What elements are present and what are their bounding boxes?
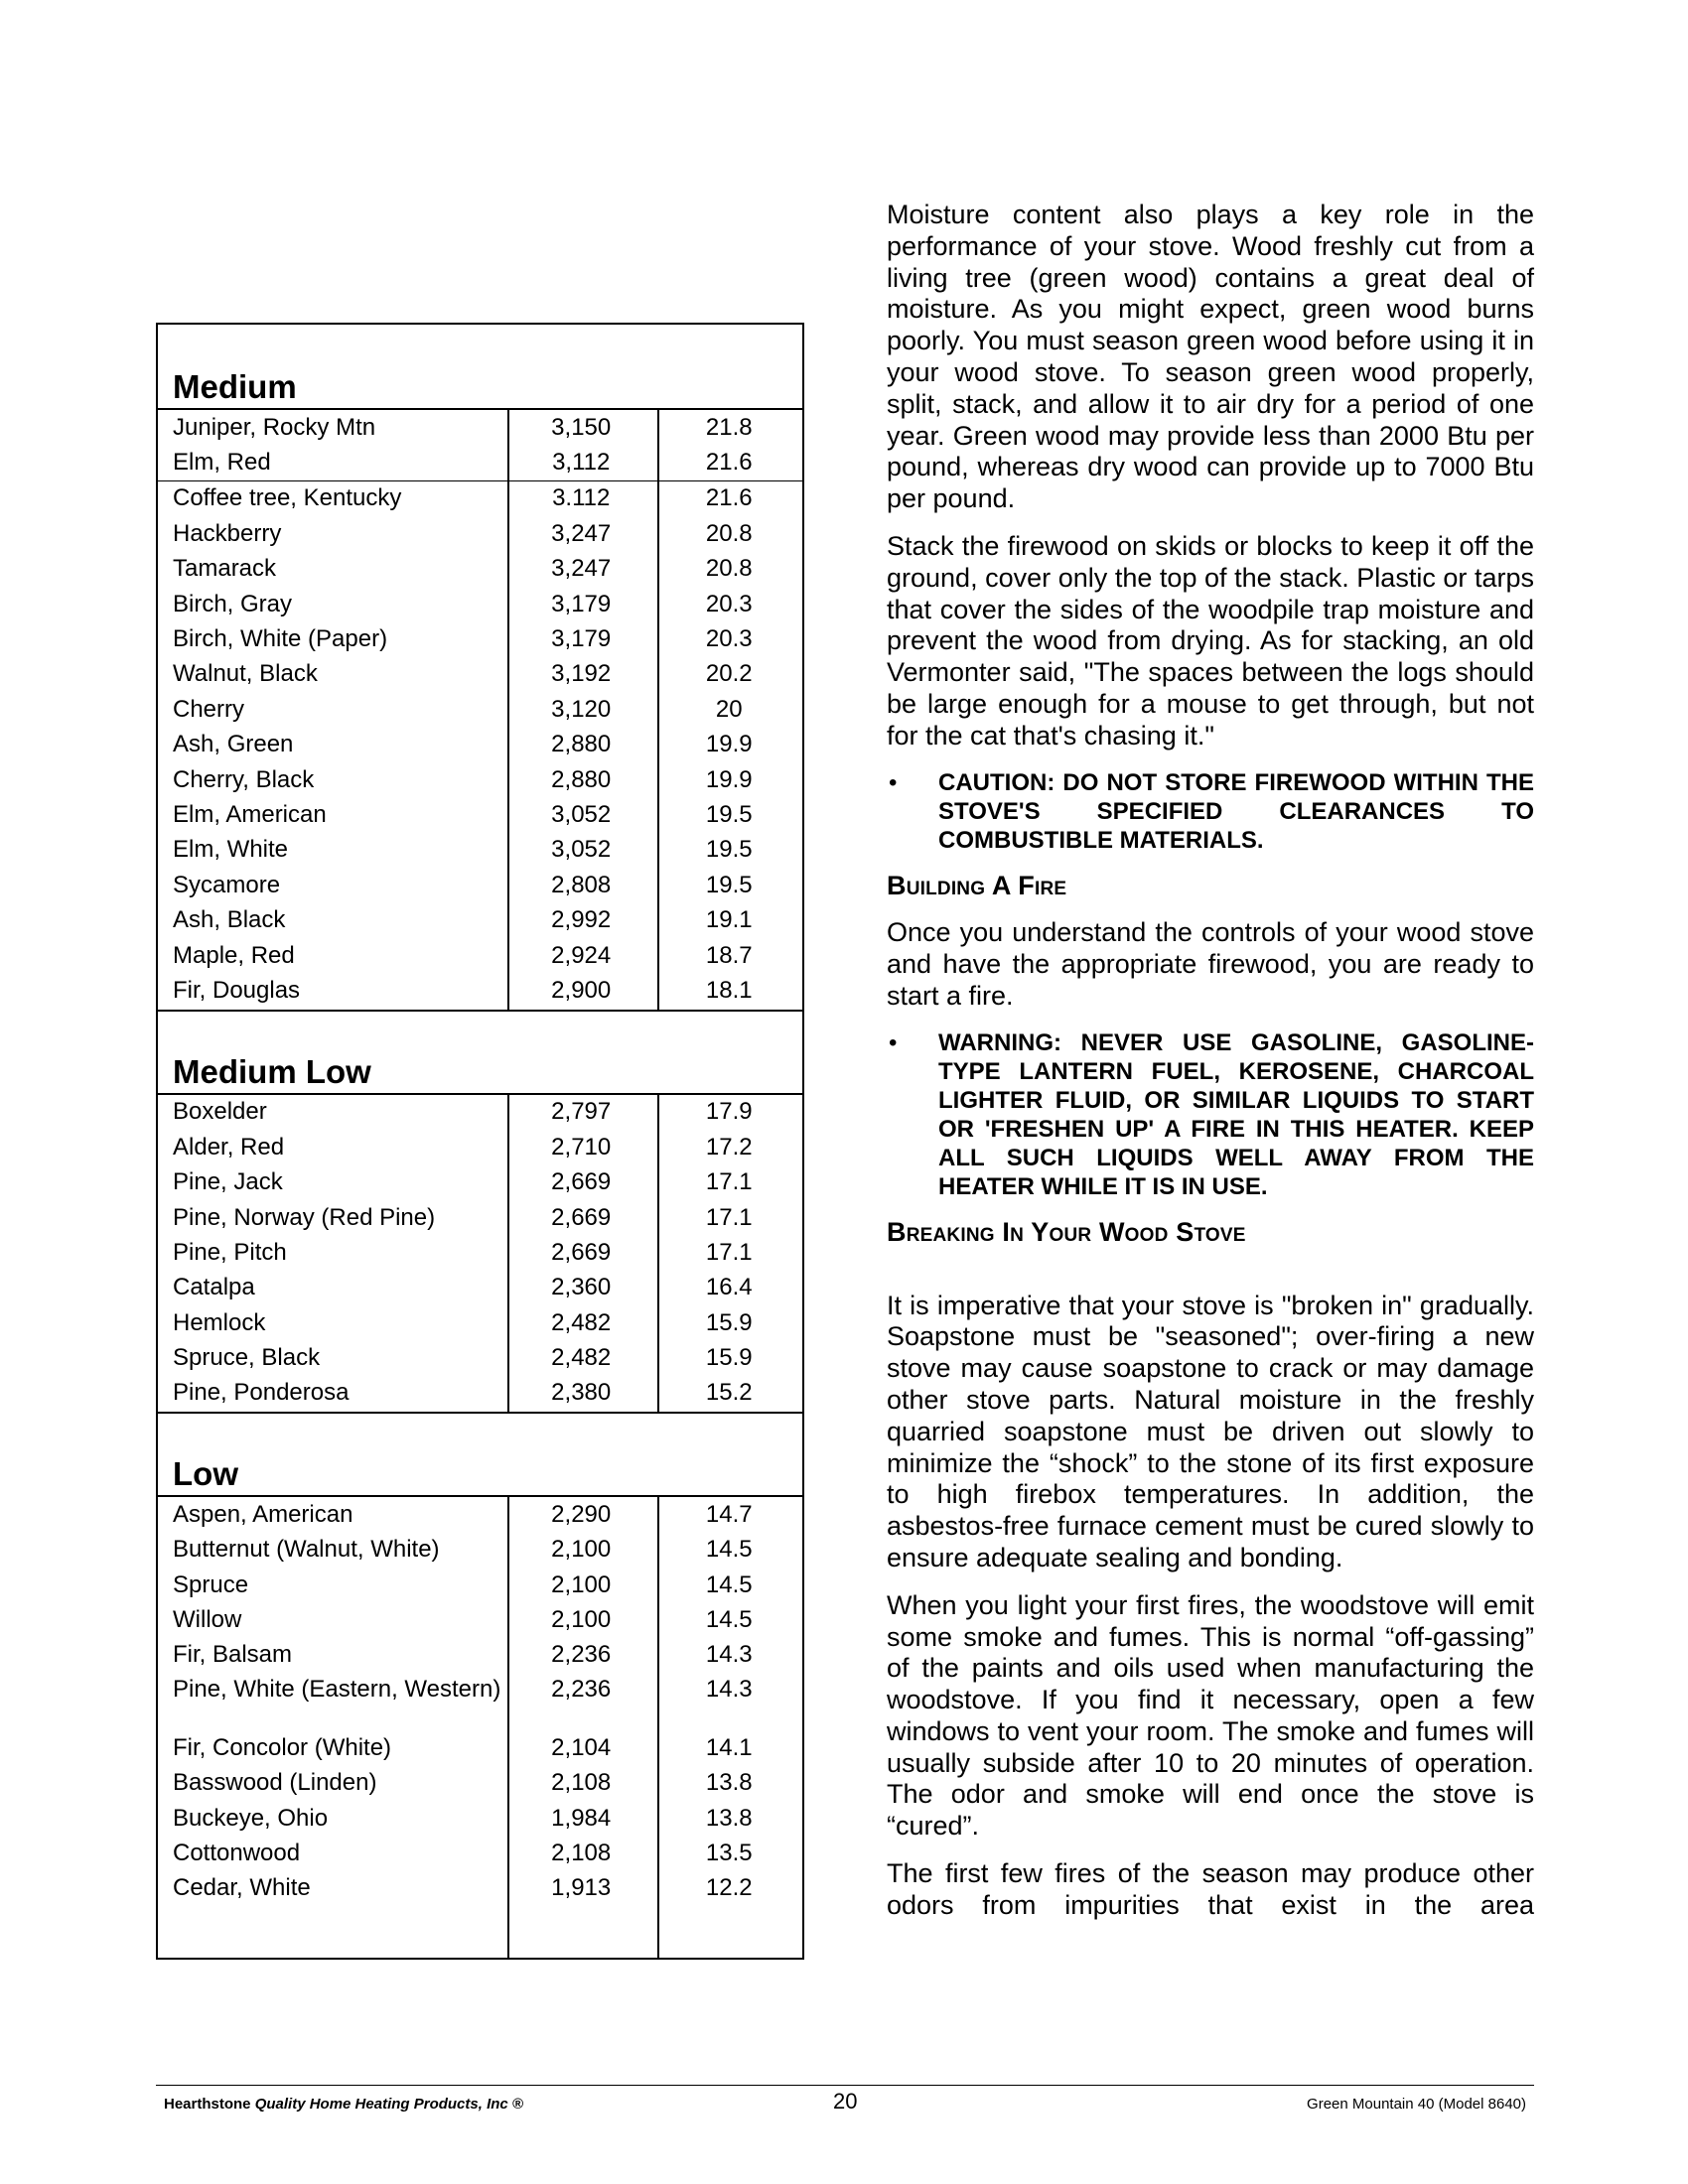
table-row — [158, 1730, 802, 1765]
table-row — [158, 1271, 802, 1305]
wood-species: Cedar, White — [173, 1874, 311, 1902]
group-header-medium — [158, 325, 802, 410]
heat-value: 14.5 — [705, 1536, 753, 1564]
heat-value: 14.5 — [705, 1570, 753, 1598]
company-tagline: Quality Home Heating Products, Inc ® — [254, 2096, 523, 2113]
group-body-medium-low — [158, 1095, 802, 1413]
btu-value: 3,052 — [551, 836, 612, 864]
table-row — [158, 1673, 802, 1730]
wood-species: Sycamore — [173, 871, 281, 898]
paragraph-first-fires: When you light your first fires, the woodstove will emit some smoke and fumes. This is normal “off-gassing” of the paints and oils used when manufacturing the woodstove. If you find it necessary, open a few windows to vent your room. The smoke and fumes will usually subside after 10 to 20 minutes of operation. The odor and smoke will end once the stove is “cured”. — [887, 1589, 1534, 1842]
heat-value: 17.2 — [705, 1133, 753, 1160]
wood-species: Fir, Balsam — [173, 1641, 293, 1669]
company-name: Hearthstone — [164, 2096, 251, 2113]
btu-value: 2,360 — [551, 1274, 612, 1301]
table-row — [158, 938, 802, 973]
wood-species: Hemlock — [173, 1308, 266, 1336]
table-row — [158, 1638, 802, 1673]
wood-species: Pine, Norway (Red Pine) — [173, 1203, 436, 1231]
wood-species: Fir, Douglas — [173, 976, 301, 1004]
btu-value: 3,112 — [552, 449, 611, 477]
table-row — [158, 1871, 802, 1906]
heat-value: 19.1 — [705, 906, 753, 934]
btu-value: 1,984 — [551, 1804, 612, 1832]
btu-value: 2,900 — [551, 976, 612, 1004]
heat-value: 17.1 — [705, 1238, 753, 1266]
heat-value: 20.8 — [705, 519, 753, 547]
heat-value: 13.8 — [705, 1804, 753, 1832]
heat-value: 12.2 — [705, 1874, 753, 1902]
btu-value: 2,100 — [551, 1536, 612, 1564]
paragraph-odors: The first few fires of the season may produce other odors from impurities that exist in the area — [887, 1858, 1534, 1920]
heat-value: 15.2 — [705, 1379, 753, 1407]
btu-value: 2,669 — [551, 1238, 612, 1266]
wood-fuel-table — [156, 323, 804, 1960]
table-row — [158, 797, 802, 832]
table-row — [158, 516, 802, 551]
btu-value: 2,380 — [551, 1379, 612, 1407]
wood-species: Coffee tree, Kentucky — [173, 484, 402, 512]
btu-value: 2,482 — [551, 1308, 612, 1336]
heat-value: 14.3 — [705, 1641, 753, 1669]
btu-value: 2,290 — [551, 1500, 612, 1528]
heat-value: 14.3 — [705, 1676, 753, 1704]
page-footer — [156, 2085, 1534, 2117]
wood-species: Juniper, Rocky Mtn — [173, 413, 376, 441]
btu-value: 2,100 — [551, 1570, 612, 1598]
table-row — [158, 1095, 802, 1130]
warning-text: WARNING: NEVER USE GASOLINE, GASOLINE-TYPE LANTERN FUEL, KEROSENE, CHARCOAL LIGHTER FLUID, OR SIMILAR LIQUIDS TO START OR 'FRESHEN UP' A FIRE IN THIS HEATER. KEEP ALL SUCH LIQUIDS WELL AWAY FROM THE HEATER WHILE IT IS IN USE. — [938, 1028, 1534, 1200]
btu-value: 2,808 — [551, 871, 612, 898]
btu-value: 2,669 — [551, 1203, 612, 1231]
wood-species: Pine, Jack — [173, 1168, 283, 1196]
paragraph-stacking: Stack the firewood on skids or blocks to keep it off the ground, cover only the top of the stack. Plastic or tarps that cover the sides of the woodpile trap moisture and prevent the wood from drying. As for stacking, an old Vermonter said, "The spaces between the logs should be large enough for a mouse to get through, but not for the cat that's chasing it." — [887, 530, 1534, 751]
heat-value: 20.3 — [705, 625, 753, 653]
wood-species: Ash, Green — [173, 731, 294, 758]
heat-value: 17.1 — [705, 1168, 753, 1196]
wood-species: Catalpa — [173, 1274, 255, 1301]
heat-value: 14.7 — [705, 1500, 753, 1528]
section-heading-breaking-in: Breaking In Your Wood Stove — [887, 1216, 1246, 1247]
table-row — [158, 1235, 802, 1270]
page-number: 20 — [833, 2089, 858, 2114]
heat-value: 17.1 — [705, 1203, 753, 1231]
group-body-medium — [158, 410, 802, 1010]
heat-value: 19.9 — [705, 731, 753, 758]
heat-value: 19.5 — [705, 800, 753, 828]
table-row — [158, 728, 802, 762]
heat-value: 13.8 — [705, 1769, 753, 1797]
group-header-low — [158, 1412, 802, 1497]
btu-value: 2,880 — [551, 731, 612, 758]
table-row — [158, 1533, 802, 1568]
bullet-icon: • — [889, 1028, 898, 1056]
heat-value: 14.1 — [705, 1733, 753, 1761]
heat-value: 15.9 — [705, 1344, 753, 1372]
wood-species: Spruce — [173, 1570, 249, 1598]
wood-species: Ash, Black — [173, 906, 286, 934]
table-row — [158, 410, 802, 445]
table-row — [158, 868, 802, 902]
wood-species: Aspen, American — [173, 1500, 353, 1528]
table-row — [158, 1200, 802, 1235]
heat-value: 21.6 — [705, 449, 753, 477]
group-header-medium-low — [158, 1010, 802, 1095]
table-row — [158, 587, 802, 621]
table-row — [158, 552, 802, 587]
caution-text: CAUTION: DO NOT STORE FIREWOOD WITHIN THE STOVE'S SPECIFIED CLEARANCES TO COMBUSTIBLE MATERIALS. — [938, 768, 1534, 854]
table-row — [158, 1766, 802, 1801]
btu-value: 3,052 — [551, 800, 612, 828]
btu-value: 3.112 — [552, 484, 611, 512]
table-row — [158, 1376, 802, 1411]
wood-species: Tamarack — [173, 555, 277, 583]
btu-value: 3,150 — [551, 413, 612, 441]
wood-species: Birch, White (Paper) — [173, 625, 388, 653]
bullet-icon: • — [889, 768, 898, 796]
table-row — [158, 833, 802, 868]
table-row — [158, 1130, 802, 1164]
btu-value: 3,179 — [551, 590, 612, 617]
btu-value: 2,482 — [551, 1344, 612, 1372]
btu-value: 1,913 — [551, 1874, 612, 1902]
heat-value: 21.6 — [705, 484, 753, 512]
heat-value: 18.1 — [705, 976, 753, 1004]
heat-value: 19.5 — [705, 836, 753, 864]
btu-value: 3,179 — [551, 625, 612, 653]
wood-species: Pine, Ponderosa — [173, 1379, 350, 1407]
heat-value: 20.8 — [705, 555, 753, 583]
btu-value: 2,797 — [551, 1098, 612, 1126]
wood-species: Butternut (Walnut, White) — [173, 1536, 440, 1564]
body-text-column — [887, 200, 1534, 1938]
wood-species: Elm, White — [173, 836, 289, 864]
wood-species: Cottonwood — [173, 1839, 301, 1866]
btu-value: 2,108 — [551, 1769, 612, 1797]
btu-value: 2,104 — [551, 1733, 612, 1761]
btu-value: 3,247 — [551, 555, 612, 583]
heat-value: 16.4 — [705, 1274, 753, 1301]
wood-species: Pine, Pitch — [173, 1238, 287, 1266]
group-body-low — [158, 1497, 802, 1958]
wood-species: Fir, Concolor (White) — [173, 1733, 392, 1761]
btu-value: 2,100 — [551, 1606, 612, 1634]
table-row — [158, 621, 802, 656]
wood-species: Pine, White (Eastern, Western) — [173, 1676, 501, 1704]
btu-value: 2,236 — [551, 1641, 612, 1669]
heat-value: 15.9 — [705, 1308, 753, 1336]
wood-species: Elm, Red — [173, 449, 271, 477]
warning-note — [887, 1028, 1534, 1201]
wood-species: Elm, American — [173, 800, 327, 828]
table-row — [158, 1340, 802, 1375]
heat-value: 17.9 — [705, 1098, 753, 1126]
wood-species: Walnut, Black — [173, 660, 318, 688]
caution-note — [887, 768, 1534, 855]
table-row — [158, 480, 802, 516]
wood-species: Buckeye, Ohio — [173, 1804, 329, 1832]
heat-value: 21.8 — [705, 413, 753, 441]
wood-species: Maple, Red — [173, 941, 295, 969]
paragraph-broken-in: It is imperative that your stove is "broken in" gradually. Soapstone must be "seasoned"; over-firing a new stove may cause soapstone to crack or may damage other stove parts. Natural moisture in the freshly quarried soapstone must be driven out slowly to minimize the “shock” to the stone of its first exposure to high firebox temperatures. In addition, the asbestos-free furnace cement must be cured slowly to ensure adequate sealing and bonding. — [887, 1290, 1534, 1572]
section-heading-building-fire: Building A Fire — [887, 870, 1067, 900]
heat-value: 19.5 — [705, 871, 753, 898]
heat-value: 20.3 — [705, 590, 753, 617]
group-title: Medium — [173, 368, 297, 405]
btu-value: 2,236 — [551, 1676, 612, 1704]
btu-value: 2,108 — [551, 1839, 612, 1866]
wood-species: Basswood (Linden) — [173, 1769, 377, 1797]
wood-species: Boxelder — [173, 1098, 267, 1126]
table-row — [158, 1602, 802, 1637]
heat-value: 19.9 — [705, 765, 753, 793]
heat-value: 18.7 — [705, 941, 753, 969]
wood-species: Spruce, Black — [173, 1344, 321, 1372]
heat-value: 13.5 — [705, 1839, 753, 1866]
btu-value: 3,120 — [551, 695, 612, 723]
wood-species: Cherry, Black — [173, 765, 315, 793]
wood-species: Cherry — [173, 695, 245, 723]
table-row — [158, 692, 802, 727]
table-row — [158, 445, 802, 479]
group-title: Low — [173, 1455, 238, 1493]
heat-value: 14.5 — [705, 1606, 753, 1634]
paragraph-start-fire: Once you understand the controls of your wood stove and have the appropriate firewood, you are ready to start a fire. — [887, 917, 1534, 1011]
table-row — [158, 762, 802, 797]
btu-value: 2,710 — [551, 1133, 612, 1160]
btu-value: 2,924 — [551, 941, 612, 969]
table-row — [158, 1801, 802, 1836]
table-row — [158, 1164, 802, 1199]
table-row — [158, 1836, 802, 1870]
footer-model: Green Mountain 40 (Model 8640) — [1307, 2096, 1526, 2113]
wood-species: Birch, Gray — [173, 590, 293, 617]
table-row — [158, 902, 802, 937]
table-row — [158, 1568, 802, 1602]
btu-value: 2,880 — [551, 765, 612, 793]
table-row — [158, 657, 802, 692]
group-title: Medium Low — [173, 1052, 371, 1090]
wood-species: Hackberry — [173, 519, 282, 547]
btu-value: 2,992 — [551, 906, 612, 934]
paragraph-moisture: Moisture content also plays a key role in the performance of your stove. Wood freshly cut from a living tree (green wood) contains a great deal of moisture. As you might expect, green wood burns poorly. You must season green wood before using it in your wood stove. To season green wood properly, split, stack, and allow it to air dry for a period of one year. Green wood may provide less than 2000 Btu per pound, whereas dry wood can provide up to 7000 Btu per pound. — [887, 200, 1534, 514]
table-row — [158, 1497, 802, 1532]
wood-species: Alder, Red — [173, 1133, 285, 1160]
btu-value: 3,247 — [551, 519, 612, 547]
btu-value: 2,669 — [551, 1168, 612, 1196]
wood-species: Willow — [173, 1606, 242, 1634]
heat-value: 20 — [715, 695, 743, 723]
footer-company — [164, 2096, 523, 2113]
heat-value: 20.2 — [705, 660, 753, 688]
table-row — [158, 973, 802, 1008]
btu-value: 3,192 — [551, 660, 612, 688]
table-row — [158, 1305, 802, 1340]
